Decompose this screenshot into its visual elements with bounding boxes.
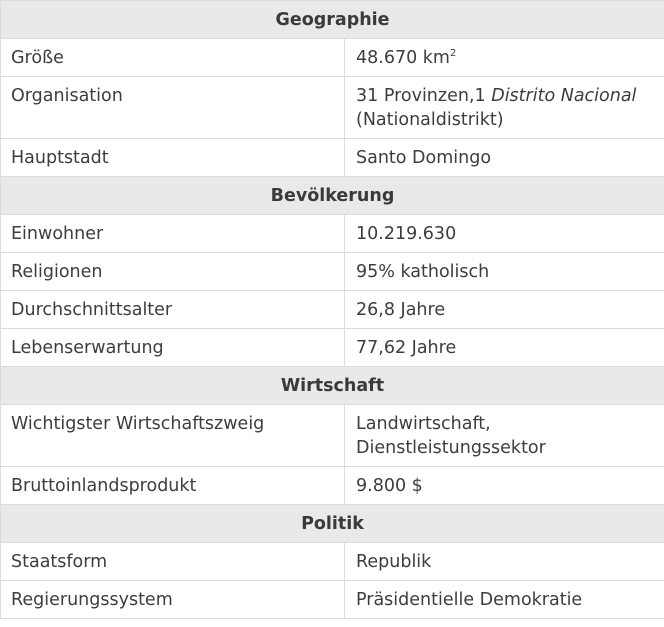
row-value: Landwirtschaft, Dienstleistungssektor	[345, 405, 664, 467]
row-value	[345, 77, 664, 139]
row-value: Republik	[345, 543, 664, 581]
table-row	[1, 215, 664, 253]
row-value: 10.219.630	[345, 215, 664, 253]
section-title-wirtschaft: Wirtschaft	[1, 367, 664, 405]
table-row	[1, 581, 664, 619]
row-label: Regierungssystem	[1, 581, 345, 619]
table-row	[1, 139, 664, 177]
table-row	[1, 39, 664, 77]
row-label: Hauptstadt	[1, 139, 345, 177]
row-label: Bruttoinlandsprodukt	[1, 467, 345, 505]
row-value	[345, 39, 664, 77]
row-label: Einwohner	[1, 215, 345, 253]
row-label: Größe	[1, 39, 345, 77]
section-header-row	[1, 177, 664, 215]
organisation-value-italic: Distrito Nacional	[491, 86, 637, 106]
table-row	[1, 329, 664, 367]
organisation-value-suffix: (Nationaldistrikt)	[356, 110, 504, 130]
section-header-row	[1, 1, 664, 39]
table-row	[1, 77, 664, 139]
row-label: Staatsform	[1, 543, 345, 581]
area-value: 48.670 km	[356, 48, 450, 68]
row-value: Präsidentielle Demokratie	[345, 581, 664, 619]
row-label: Religionen	[1, 253, 345, 291]
row-value: 9.800 $	[345, 467, 664, 505]
table-row	[1, 253, 664, 291]
section-header-row	[1, 505, 664, 543]
row-value: 77,62 Jahre	[345, 329, 664, 367]
section-title-geographie: Geographie	[1, 1, 664, 39]
row-label: Wichtigster Wirtschaftszweig	[1, 405, 345, 467]
section-title-politik: Politik	[1, 505, 664, 543]
table-row	[1, 291, 664, 329]
table-row	[1, 467, 664, 505]
row-label: Lebenserwartung	[1, 329, 345, 367]
row-value: 26,8 Jahre	[345, 291, 664, 329]
row-label: Durchschnittsalter	[1, 291, 345, 329]
table-row	[1, 543, 664, 581]
area-unit-superscript: 2	[449, 48, 457, 60]
row-label: Organisation	[1, 77, 345, 139]
row-value: Santo Domingo	[345, 139, 664, 177]
section-title-bevoelkerung: Bevölkerung	[1, 177, 664, 215]
row-value: 95% katholisch	[345, 253, 664, 291]
organisation-value-prefix: 31 Provinzen,1	[356, 86, 492, 106]
table-row	[1, 405, 664, 467]
section-header-row	[1, 367, 664, 405]
